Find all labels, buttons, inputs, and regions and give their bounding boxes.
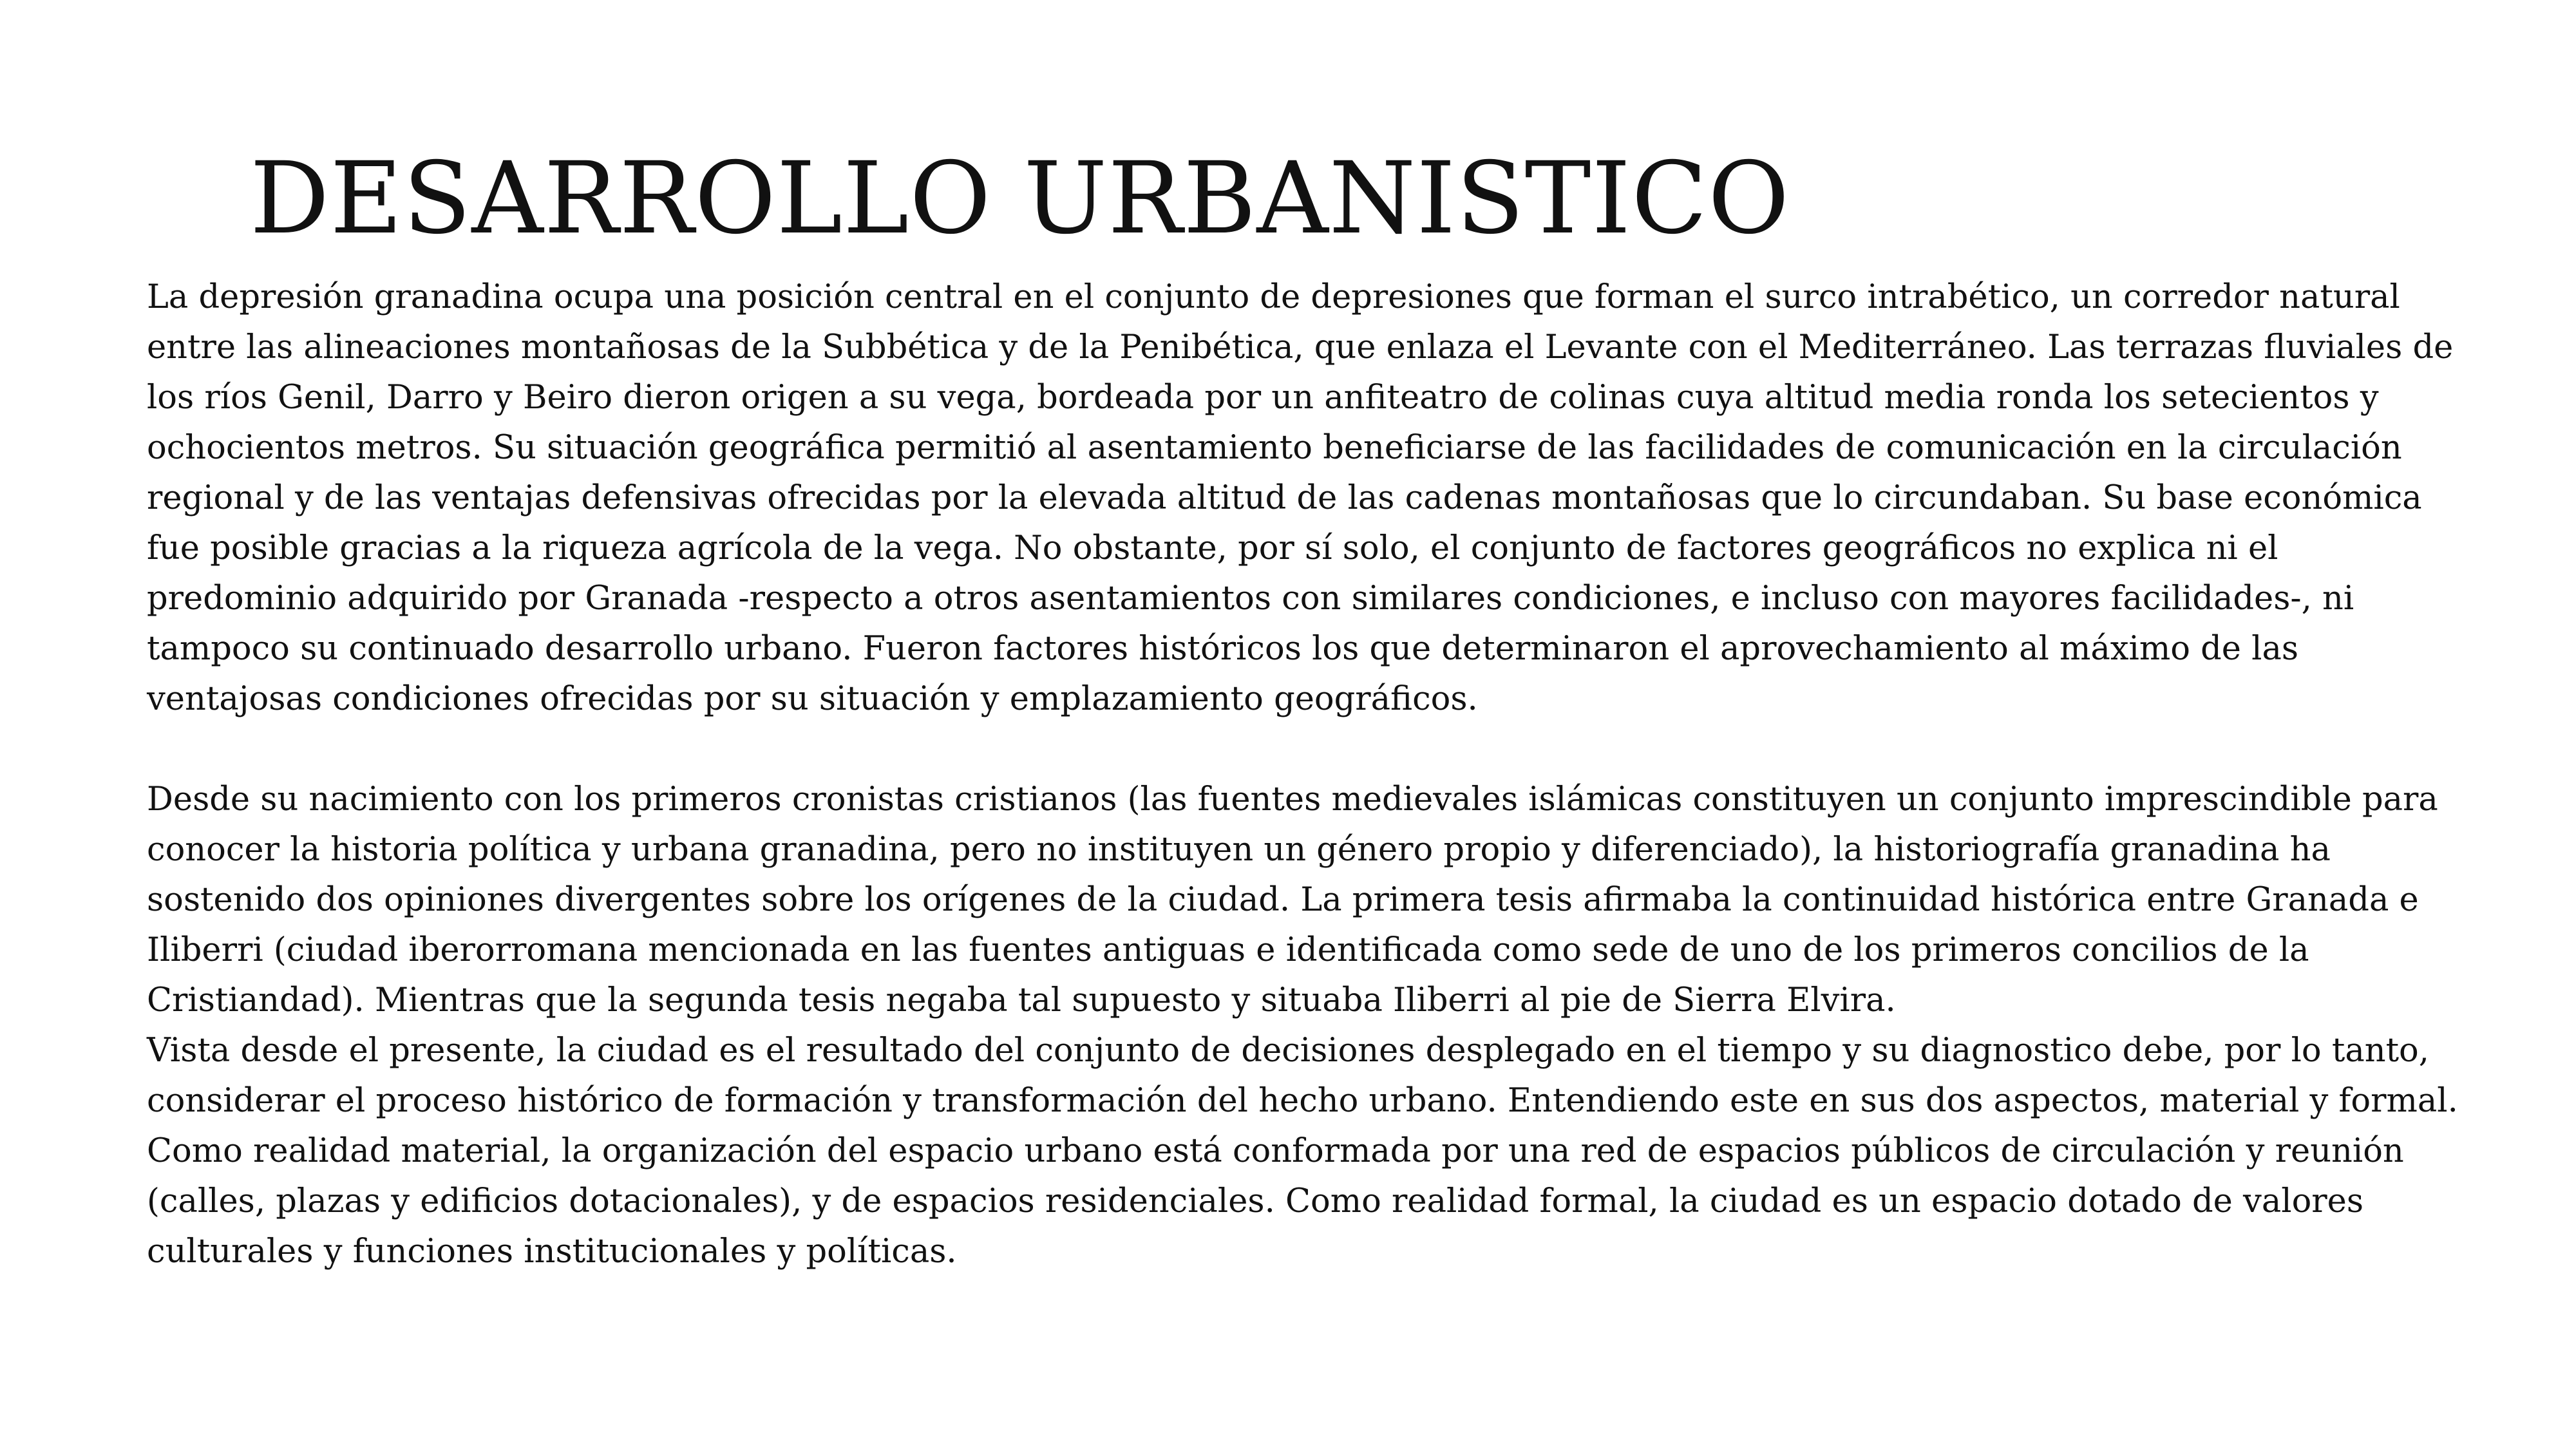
slide-title: DESARROLLO URBANISTICO — [250, 141, 1790, 256]
paragraph-spacer — [147, 724, 2473, 775]
paragraph-geography: La depresión granadina ocupa una posición central en el conjunto de depresiones que forman el surco intrabético, un corredor natural entre las alineaciones montañosas de la Subbética y de la Penibética, que enlaza el Levante con el Mediterráneo. Las terrazas fluviales de los ríos Genil, Darro y Beiro dieron origen a su vega, bordeada por un anfiteatro de colinas cuya altitud media ronda los setecientos y ochocientos metros. Su situación geográfica permitió al asentamiento beneficiarse de las facilidades de comunicación en la circulación regional y de las ventajas defensivas ofrecidas por la elevada altitud de las cadenas montañosas que lo circundaban. Su base económica fue posible gracias a la riqueza agrícola de la vega. No obstante, por sí solo, el conjunto de factores geográficos no explica ni el predominio adquirido por Granada -respecto a otros asentamientos con similares condiciones, e incluso con mayores facilidades-, ni tampoco su continuado desarrollo urbano. Fueron factores históricos los que determinaron el aprovechamiento al máximo de las ventajosas condiciones ofrecidas por su situación y emplazamiento geográficos. — [147, 278, 2454, 718]
paragraph-present-view: Vista desde el presente, la ciudad es el resultado del conjunto de decisiones desplegado en el tiempo y su diagnostico debe, por lo tanto, considerar el proceso histórico de formación y transformación del hecho urbano. Entendiendo este en sus dos aspectos, material y formal. Como realidad material, la organización del espacio urbano está conformada por una red de espacios públicos de circulación y reunión (calles, plazas y edificios dotacionales), y de espacios residenciales. Como realidad formal, la ciudad es un espacio dotado de valores culturales y funciones institucionales y políticas. — [147, 1032, 2458, 1271]
slide-body — [147, 272, 2473, 1277]
paragraph-historiography: Desde su nacimiento con los primeros cronistas cristianos (las fuentes medievales islámicas constituyen un conjunto imprescindible para conocer la historia política y urbana granadina, pero no instituyen un género propio y diferenciado), la historiografía granadina ha sostenido dos opiniones divergentes sobre los orígenes de la ciudad. La primera tesis afirmaba la continuidad histórica entre Granada e Iliberri (ciudad iberorromana mencionada en las fuentes antiguas e identificada como sede de uno de los primeros concilios de la Cristiandad). Mientras que la segunda tesis negaba tal supuesto y situaba Iliberri al pie de Sierra Elvira. — [147, 781, 2438, 1019]
